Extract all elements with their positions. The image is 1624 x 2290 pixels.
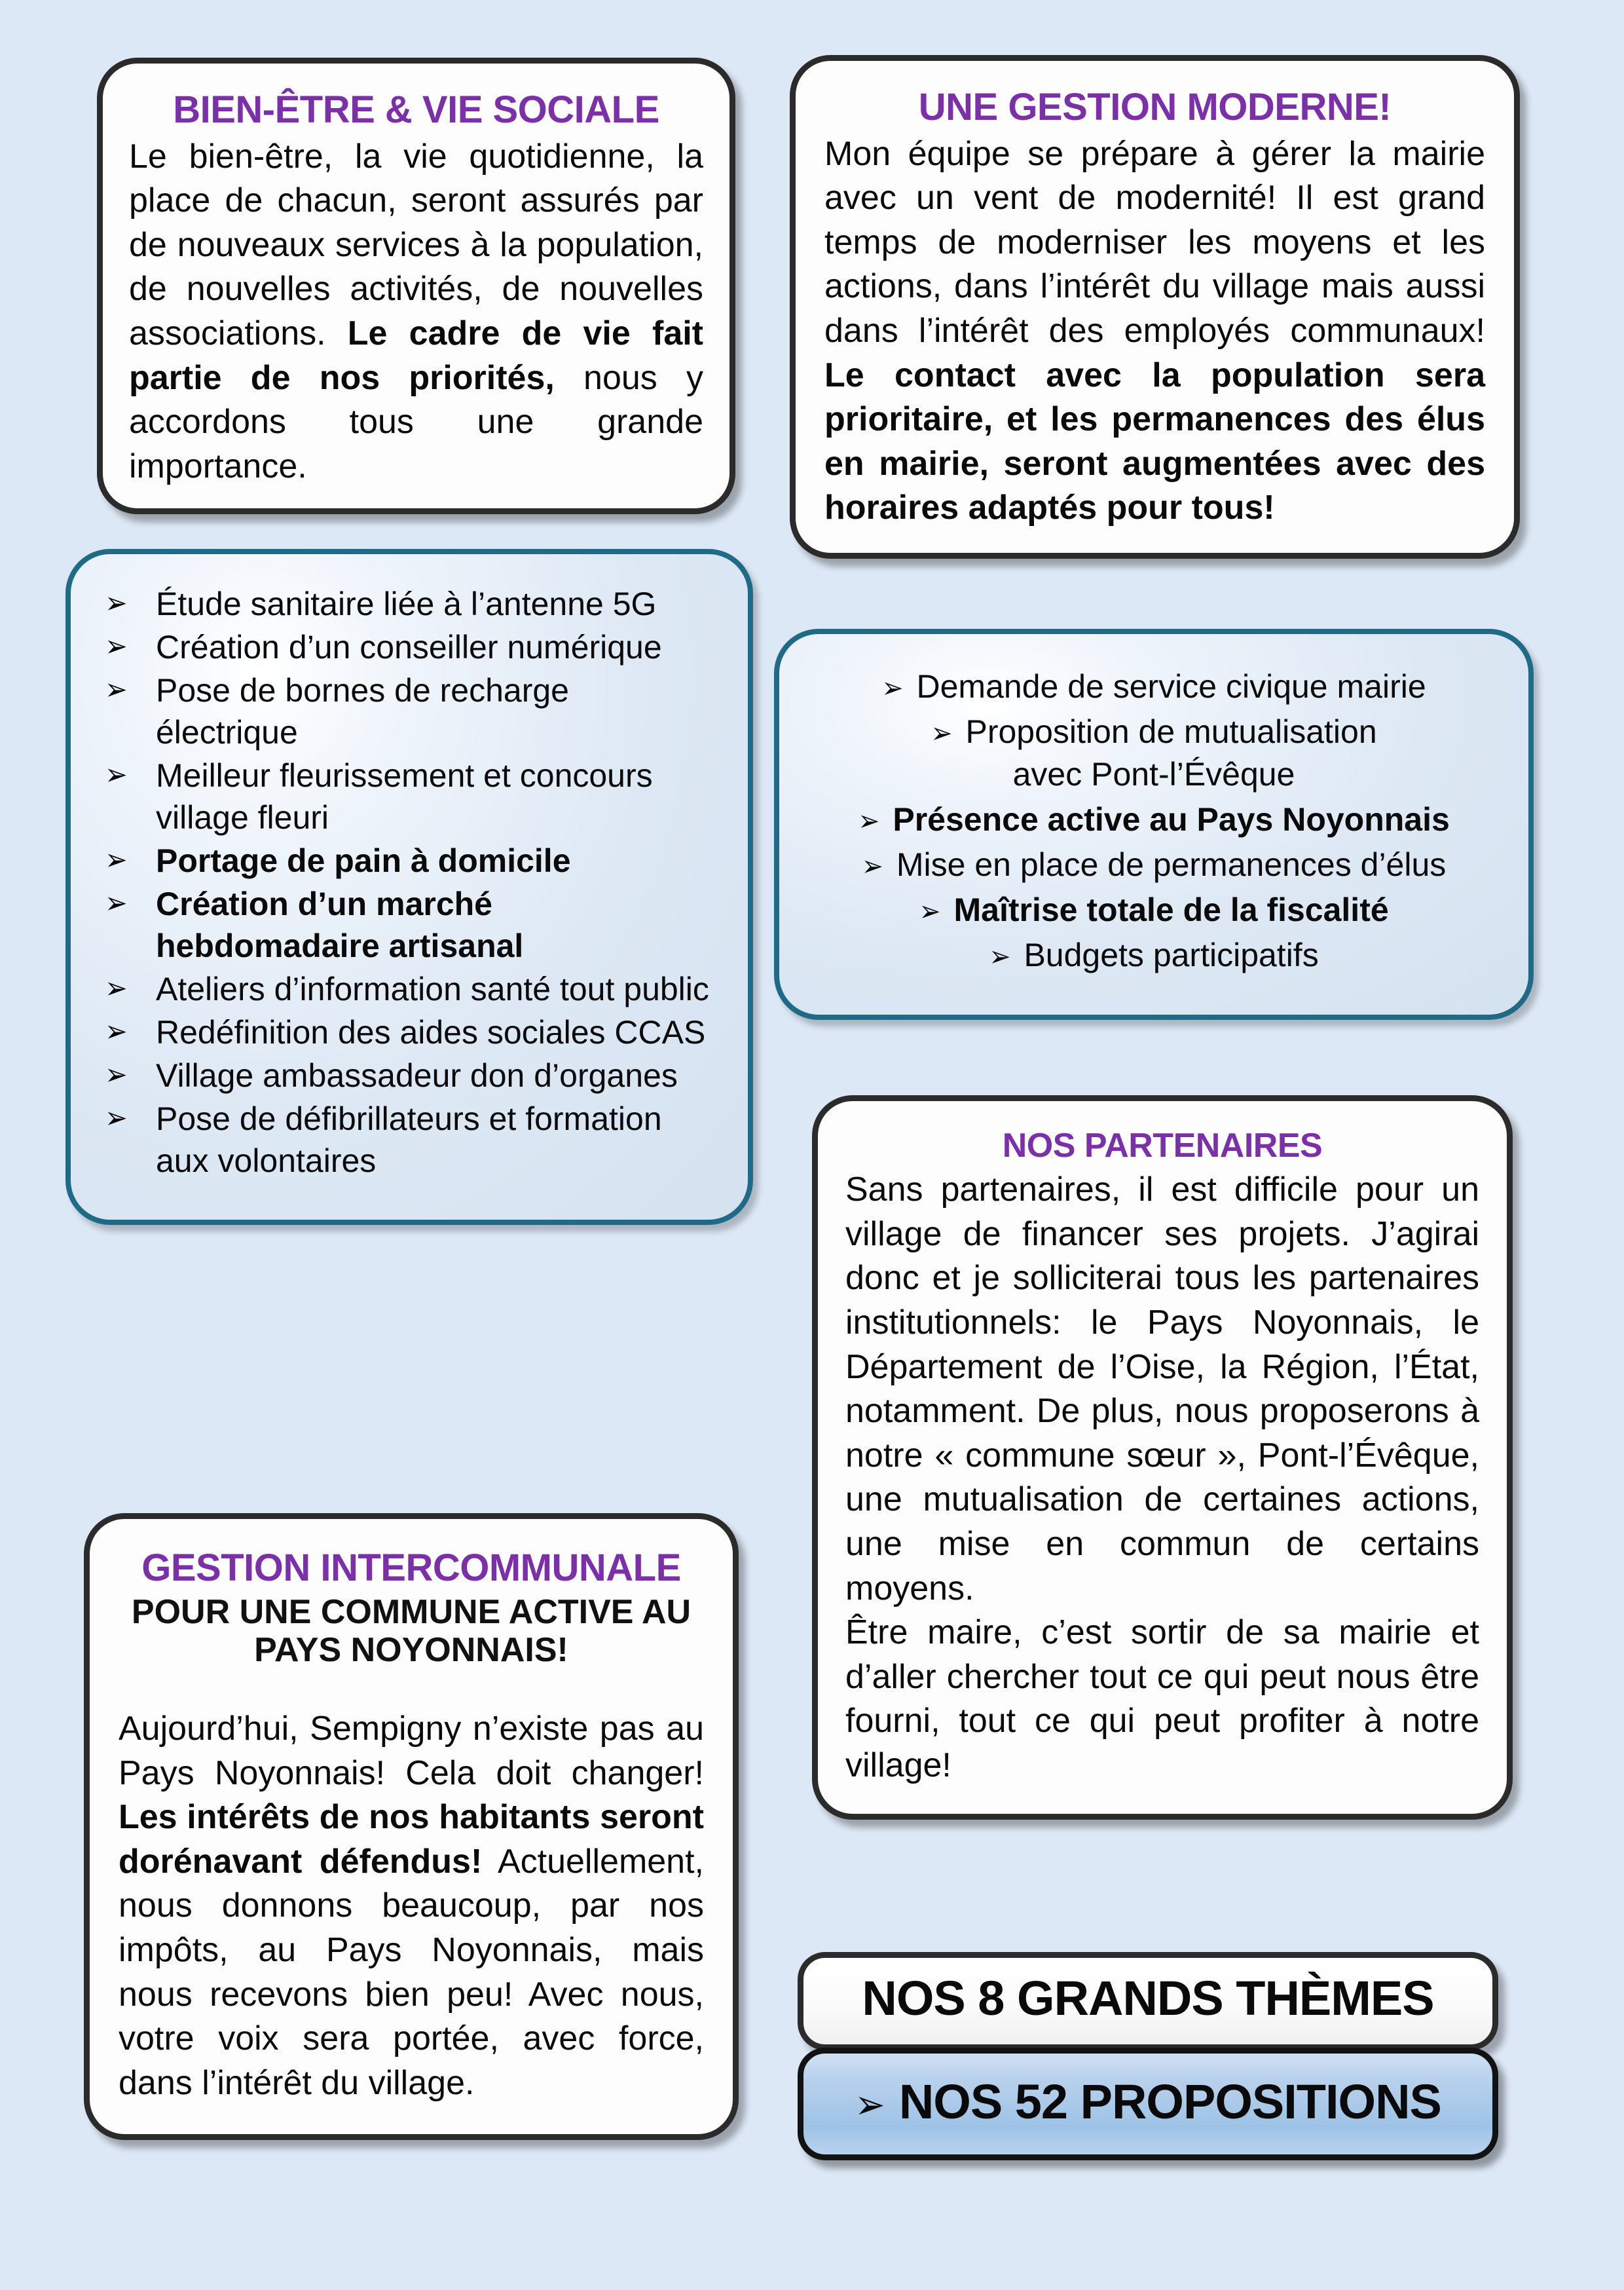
- proposition-droite-label-continuation: avec Pont-l’Évêque: [1012, 756, 1295, 793]
- arrow-bullet-icon: ➢: [858, 804, 880, 838]
- interco-text-bold: Les intérêts de nos habitants seront dorénavant défendus!: [119, 1798, 704, 1881]
- nos-8-grands-themes-label: NOS 8 GRANDS THÈMES: [862, 1971, 1434, 2025]
- proposition-gauche-item: [105, 626, 714, 668]
- proposition-droite-item: [808, 711, 1500, 796]
- gestion-moderne-body: [824, 132, 1485, 531]
- proposition-gauche-item: [105, 840, 714, 882]
- partenaires-paragraph-1: Sans partenaires, il est difficile pour un village de financer ses projets. J’agirai donc et je solliciterai tous les partenaires institutionnels: le Pays Noyonnais, le Département de l’Oise, la Région, l’État, notamment. De plus, nous proposerons à notre « commune sœur », Pont-l’Évêque, une mutualisation de certaines actions, une mise en commun de certains moyens.: [845, 1171, 1479, 1607]
- moderne-text-1: Mon équipe se prépare à gérer la mairie avec un vent de modernité! Il est grand temps de moderniser les moyens et les actions, dans l’intérêt du village mais aussi dans l’intérêt des employés communaux!: [824, 134, 1485, 350]
- arrow-bullet-icon: ➢: [855, 2080, 885, 2128]
- proposition-droite-label: Proposition de mutualisation: [965, 713, 1377, 750]
- arrow-bullet-icon: ➢: [105, 1057, 128, 1092]
- gestion-intercommunale-body: [119, 1707, 704, 2105]
- proposition-gauche-label: Redéfinition des aides sociales CCAS: [156, 1014, 706, 1051]
- interco-text-2: Actuellement, nous donnons beaucoup, par nos impôts, au Pays Noyonnais, mais nous recevons bien peu! Avec nous, votre voix sera portée, avec force, dans l’intérêt du village.: [119, 1842, 704, 2102]
- proposition-droite-label: Budgets participatifs: [1024, 937, 1319, 973]
- bien-etre-heading: BIEN-ÊTRE & VIE SOCIALE: [173, 88, 659, 131]
- nos-52-propositions-text: NOS 52 PROPOSITIONS: [898, 2074, 1441, 2129]
- proposition-droite-item: [808, 844, 1500, 886]
- proposition-gauche-label: Pose de défibrillateurs et formation aux volontaires: [156, 1100, 662, 1179]
- arrow-bullet-icon: ➢: [861, 850, 883, 883]
- proposition-gauche-label: Meilleur fleurissement et concours village fleuri: [156, 757, 653, 836]
- arrow-bullet-icon: ➢: [105, 628, 128, 664]
- proposition-gauche-label: Création d’un conseiller numérique: [156, 629, 662, 666]
- section-gestion-intercommunale: [84, 1513, 739, 2140]
- button-nos-8-grands-themes[interactable]: [798, 1952, 1498, 2050]
- proposition-droite-item: [808, 666, 1500, 708]
- proposition-gauche-item: [105, 1055, 714, 1097]
- arrow-bullet-icon: ➢: [989, 940, 1011, 973]
- proposition-gauche-item: [105, 583, 714, 625]
- arrow-bullet-icon: ➢: [105, 1100, 128, 1135]
- bien-etre-text-bold: Le cadre de vie fait partie de nos priorités,: [129, 314, 703, 397]
- interco-text-1: Aujourd’hui, Sempigny n’existe pas au Pays Noyonnais! Cela doit changer!: [119, 1710, 704, 1792]
- proposition-gauche-item: [105, 1011, 714, 1053]
- nos-52-propositions-label: [827, 2076, 1469, 2128]
- proposition-droite-label: Demande de service civique mairie: [916, 668, 1426, 705]
- arrow-bullet-icon: ➢: [105, 970, 128, 1005]
- gestion-intercommunale-heading: GESTION INTERCOMMUNALE: [141, 1547, 681, 1589]
- gestion-moderne-heading: UNE GESTION MODERNE!: [918, 86, 1392, 128]
- proposition-gauche-label: Village ambassadeur don d’organes: [156, 1057, 678, 1094]
- proposition-gauche-label: Création d’un marché hebdomadaire artisanal: [156, 886, 524, 964]
- section-gestion-moderne: [790, 55, 1520, 559]
- partenaires-paragraph-2: Être maire, c’est sortir de sa mairie et d’aller chercher tout ce qui peut nous être fourni, tout ce qui peut profiter à notre village!: [845, 1613, 1479, 1784]
- arrow-bullet-icon: ➢: [105, 671, 128, 707]
- section-propositions-droite: [774, 629, 1534, 1020]
- bien-etre-text-2: nous y accordons tous une grande importance.: [129, 358, 704, 485]
- section-propositions-gauche: [65, 549, 753, 1225]
- proposition-gauche-label: Étude sanitaire liée à l’antenne 5G: [156, 586, 657, 622]
- arrow-bullet-icon: ➢: [105, 1013, 128, 1049]
- moderne-text-bold: Le contact avec la population sera prioritaire, et les permanences des élus en mairie, seront augmentées avec des horaires adaptés pour tous!: [824, 356, 1485, 527]
- arrow-bullet-icon: ➢: [105, 585, 128, 620]
- arrow-bullet-icon: ➢: [919, 895, 941, 928]
- proposition-droite-label: Maîtrise totale de la fiscalité: [953, 892, 1389, 928]
- gestion-intercommunale-subheading: POUR UNE COMMUNE ACTIVE AU PAYS NOYONNAIS!: [131, 1592, 692, 1669]
- proposition-droite-item: [808, 798, 1500, 841]
- partenaires-heading: NOS PARTENAIRES: [1002, 1127, 1323, 1165]
- propositions-gauche-list: [105, 583, 714, 1182]
- proposition-droite-label: Présence active au Pays Noyonnais: [893, 801, 1450, 838]
- proposition-gauche-item: [105, 755, 714, 838]
- proposition-gauche-item: [105, 883, 714, 967]
- arrow-bullet-icon: ➢: [931, 717, 953, 750]
- proposition-gauche-label: Pose de bornes de recharge électrique: [156, 672, 569, 751]
- bien-etre-body: [129, 135, 703, 489]
- proposition-gauche-item: [105, 1098, 714, 1182]
- proposition-gauche-item: [105, 968, 714, 1010]
- proposition-droite-item: [808, 934, 1500, 977]
- arrow-bullet-icon: ➢: [105, 757, 128, 792]
- arrow-bullet-icon: ➢: [105, 842, 128, 877]
- propositions-droite-list: [808, 666, 1500, 977]
- arrow-bullet-icon: ➢: [881, 671, 904, 705]
- section-bien-etre: [97, 58, 735, 514]
- arrow-bullet-icon: ➢: [105, 885, 128, 920]
- bien-etre-text-1: Le bien-être, la vie quotidienne, la place de chacun, seront assurés par de nouveaux services à la population, de nouvelles activités, de nouvelles associations.: [129, 137, 703, 352]
- proposition-droite-label: Mise en place de permanences d’élus: [896, 846, 1447, 883]
- proposition-gauche-label: Ateliers d’information santé tout public: [156, 971, 709, 1007]
- proposition-droite-item: [808, 889, 1500, 931]
- proposition-gauche-label: Portage de pain à domicile: [156, 842, 571, 879]
- proposition-gauche-item: [105, 669, 714, 753]
- section-partenaires: [812, 1095, 1513, 1820]
- button-nos-52-propositions[interactable]: [798, 2048, 1498, 2160]
